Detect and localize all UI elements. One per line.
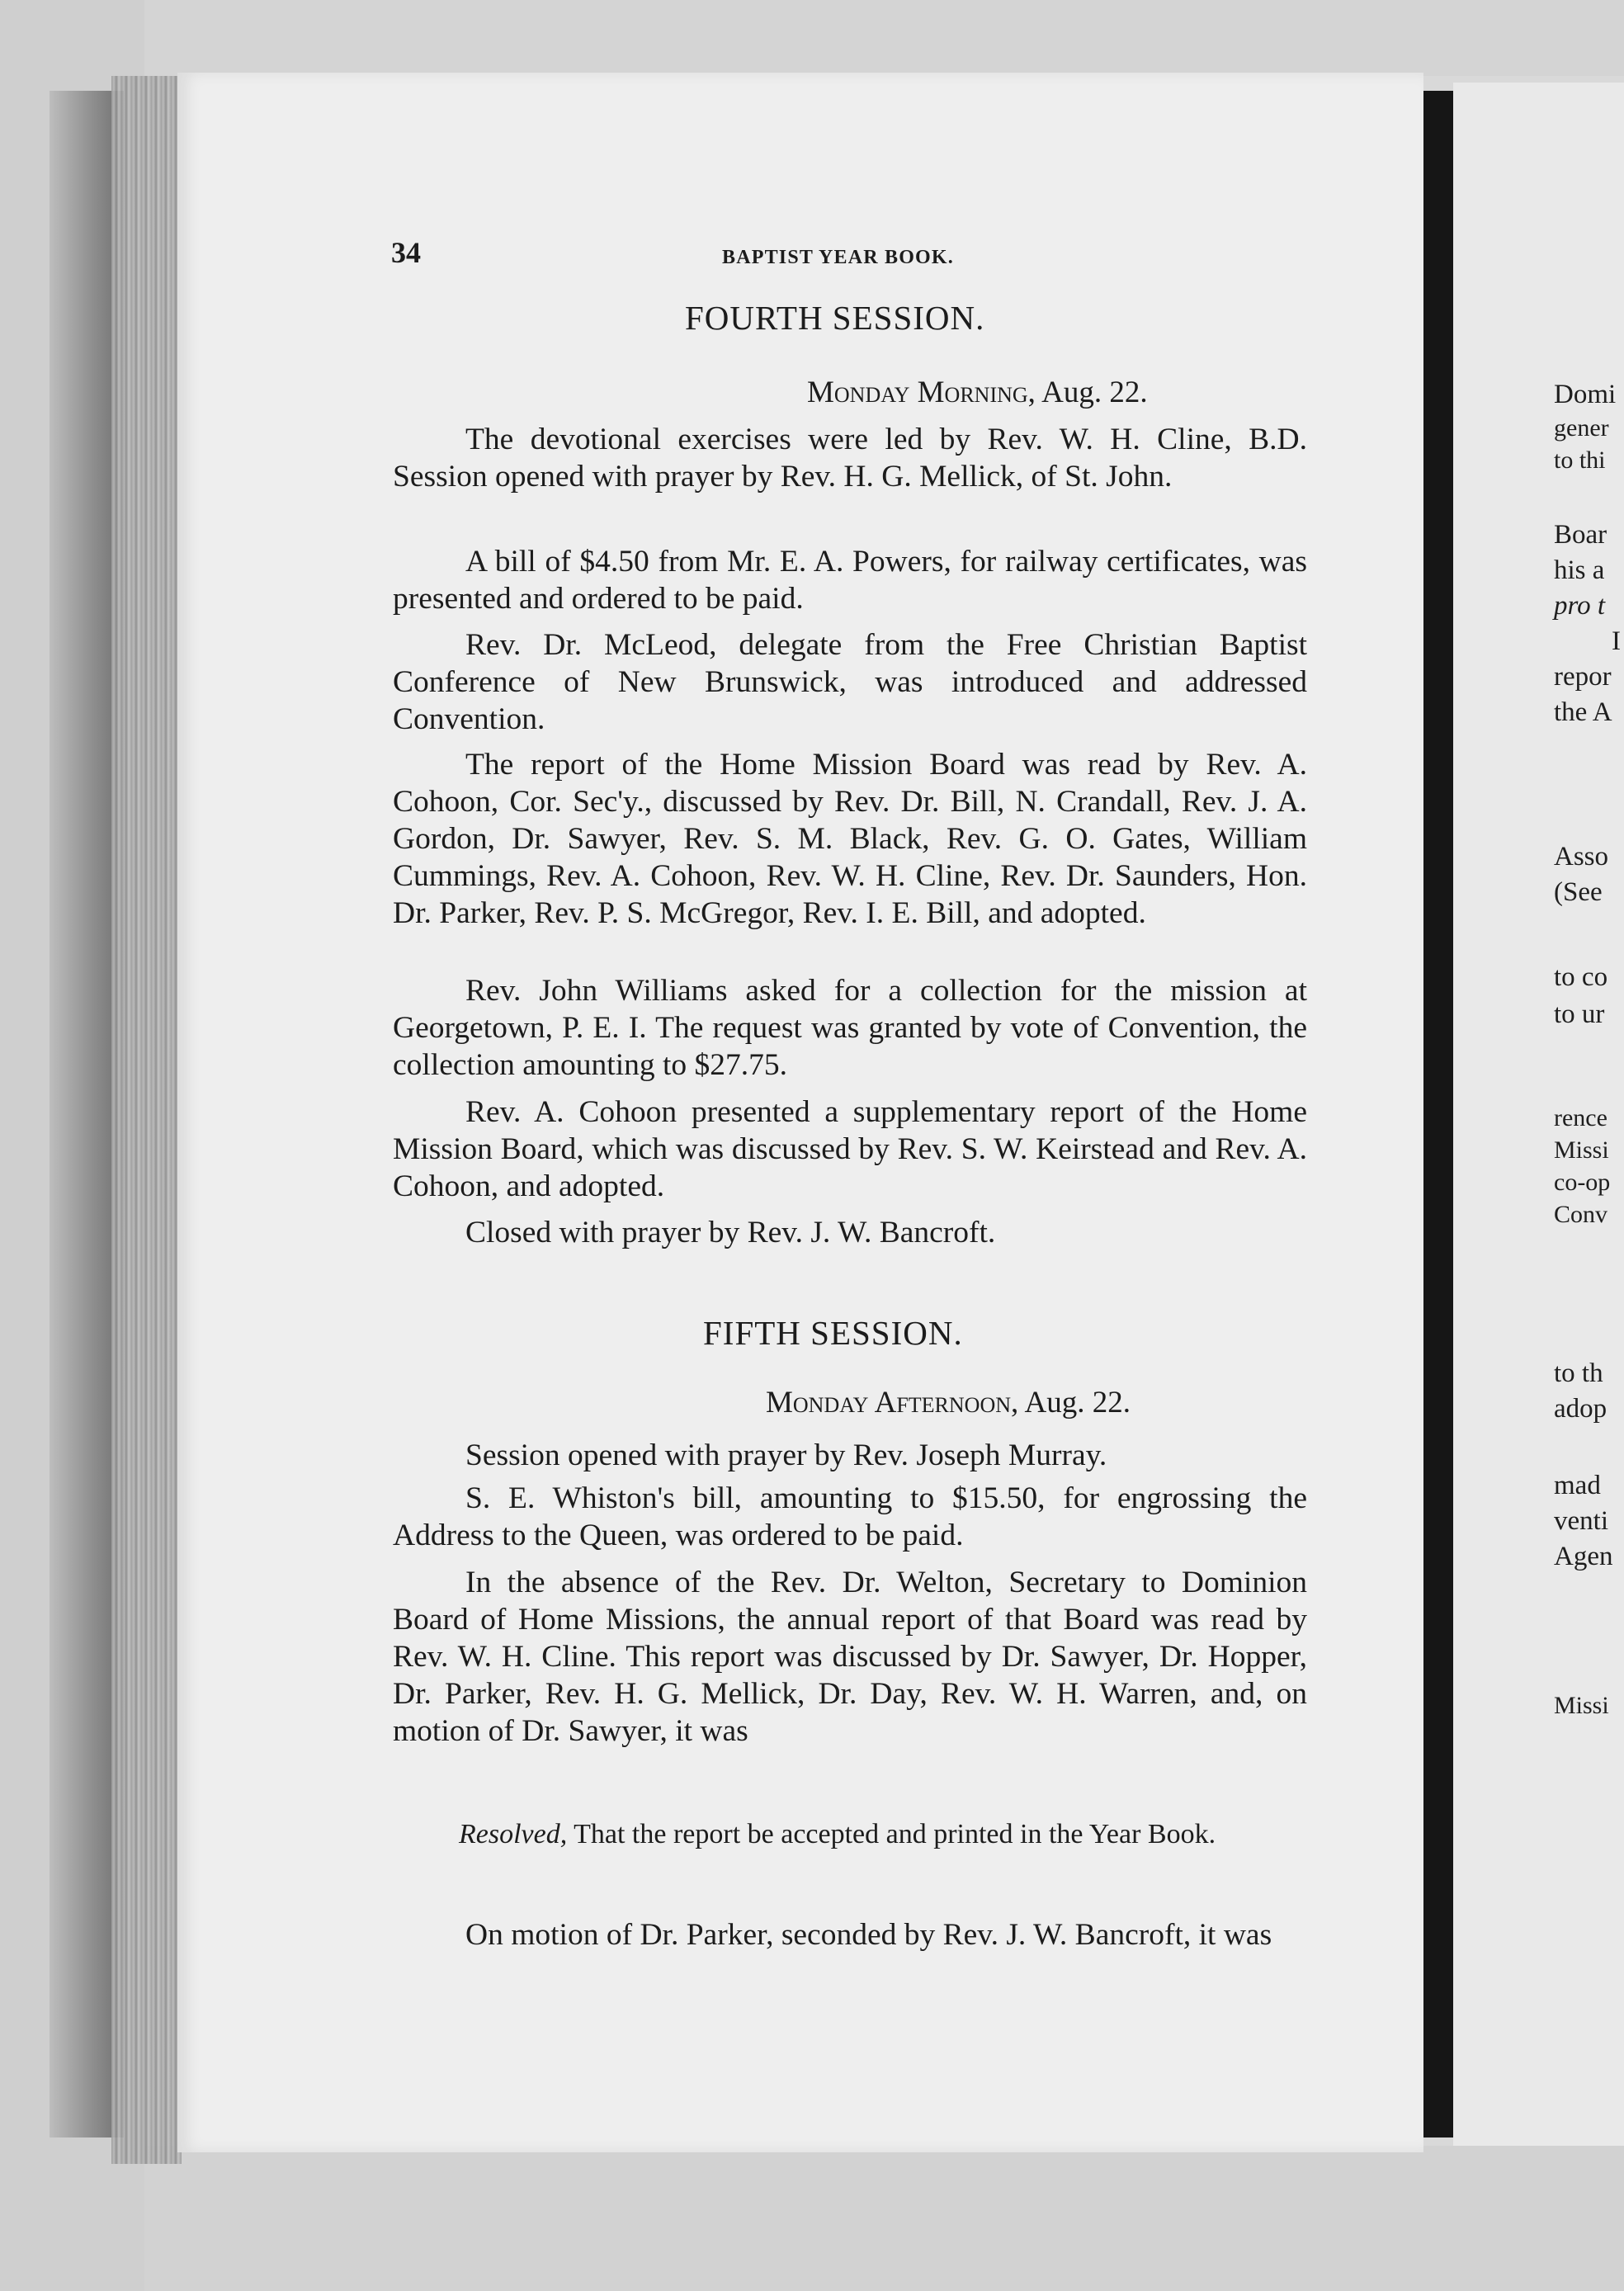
dateline-day: Monday Afternoon, (766, 1386, 1019, 1419)
facing-line: Missi (1554, 1692, 1609, 1719)
facing-line: (See (1554, 877, 1603, 907)
facing-line: Conv (1554, 1201, 1608, 1228)
resolved-text: That the report be accepted and printed in the Year Book. (574, 1819, 1216, 1849)
fifth-session-heading: FIFTH SESSION. (703, 1314, 963, 1352)
facing-line: gener (1554, 414, 1609, 442)
fourth-session-heading: FOURTH SESSION. (685, 299, 985, 337)
facing-line: Missi (1554, 1136, 1609, 1164)
facing-line: to th (1554, 1358, 1603, 1388)
fourth-para-6: Rev. A. Cohoon presented a supplementary report of the Home Mission Board, which was discussed by Rev. S. W. Keirstead and Rev. A. Cohoon, and adopted. (393, 1095, 1307, 1203)
book-gutter (1423, 91, 1453, 2137)
facing-line: pro t (1554, 591, 1606, 621)
facing-line: Boar (1554, 520, 1607, 550)
fourth-para-3: Rev. Dr. McLeod, delegate from the Free Christian Baptist Conference of New Brunswick, was introduced and addressed Convention. (393, 628, 1307, 736)
facing-line: to co (1554, 962, 1608, 992)
dateline-date: Aug. 22. (1041, 376, 1148, 409)
facing-line: adop (1554, 1394, 1607, 1424)
fifth-para-1: Session opened with prayer by Rev. Joseph Murray. (465, 1438, 1107, 1472)
facing-page (1453, 83, 1624, 2146)
facing-line: repor (1554, 662, 1612, 692)
fourth-para-5: Rev. John Williams asked for a collection for the mission at Georgetown, P. E. I. The request was granted by vote of Convention, the collection amounting to $27.75. (393, 974, 1307, 1082)
facing-line: to ur (1554, 999, 1605, 1029)
fifth-session-dateline (766, 1387, 1131, 1418)
resolved-word: Resolved, (459, 1819, 568, 1849)
facing-line: rence (1554, 1104, 1607, 1131)
facing-line: Agen (1554, 1542, 1613, 1571)
facing-line: co-op (1554, 1169, 1611, 1196)
running-head: BAPTIST YEAR BOOK. (722, 247, 954, 268)
page-number: 34 (391, 236, 421, 269)
facing-line: his a (1554, 555, 1605, 585)
facing-line: venti (1554, 1506, 1608, 1536)
book-page-edges (111, 76, 182, 2164)
facing-line: mad (1554, 1471, 1601, 1500)
facing-line: I (1612, 626, 1621, 656)
dateline-date: Aug. 22. (1024, 1386, 1131, 1419)
facing-line: the A (1554, 697, 1612, 727)
fourth-para-4: The report of the Home Mission Board was read by Rev. A. Cohoon, Cor. Sec'y., discussed by Rev. Dr. Bill, N. Crandall, Rev. J. A. Gordon, Dr. Sawyer, Rev. S. M. Black, Rev. G. O. Gates, William Cummings, Rev. A. Cohoon, Rev. W. H. Cline, Rev. Dr. Saunders, Hon. Dr. Parker, Rev. P. S. McGregor, Rev. I. E. Bill, and adopted. (393, 748, 1307, 930)
fourth-para-1: The devotional exercises were led by Rev. W. H. Cline, B.D. Session opened with prayer by Rev. H. G. Mellick, of St. John. (393, 423, 1307, 494)
facing-line: Asso (1554, 842, 1609, 872)
dateline-day: Monday Morning, (807, 376, 1036, 409)
final-paragraph: On motion of Dr. Parker, seconded by Rev. J. W. Bancroft, it was (465, 1918, 1272, 1952)
fourth-para-7: Closed with prayer by Rev. J. W. Bancroft. (465, 1216, 996, 1249)
resolved-paragraph (393, 1816, 1307, 1853)
fourth-para-2: A bill of $4.50 from Mr. E. A. Powers, for railway certificates, was presented and ordered to be paid. (393, 545, 1307, 616)
facing-line: to thi (1554, 446, 1606, 474)
scan-background-bottom (0, 2146, 1624, 2291)
facing-line: Domi (1554, 380, 1617, 409)
fifth-para-2: S. E. Whiston's bill, amounting to $15.50, for engrossing the Address to the Queen, was ordered to be paid. (393, 1481, 1307, 1552)
fifth-para-3: In the absence of the Rev. Dr. Welton, Secretary to Dominion Board of Home Missions, the annual report of that Board was read by Rev. W. H. Cline. This report was discussed by Dr. Sawyer, Dr. Hopper, Dr. Parker, Rev. H. G. Mellick, Dr. Day, Rev. W. H. Warren, and, on motion of Dr. Sawyer, it was (393, 1566, 1307, 1748)
fourth-session-dateline (807, 377, 1148, 408)
scan-background-top (0, 0, 1624, 76)
